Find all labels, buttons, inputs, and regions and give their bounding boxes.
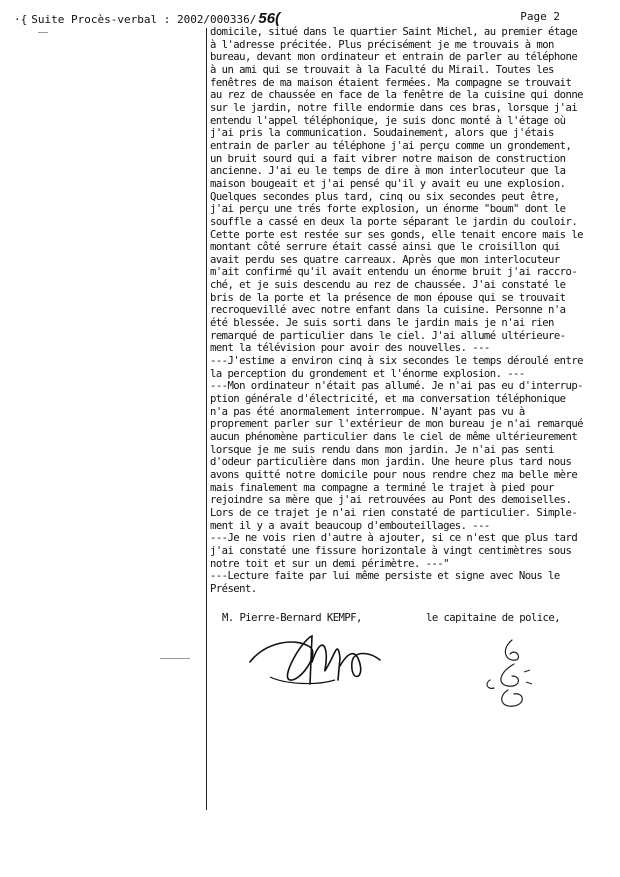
statement-line: j'ai pris la communication. Soudainement, alors que j'étais	[210, 127, 554, 140]
statement-line: au rez de chaussée en face de la fenêtre de la cuisine qui donne	[210, 89, 583, 102]
statement-line: fenêtres de ma maison étaient fermées. Ma compagne se trouvait	[210, 76, 572, 89]
statement-line: m'ait confirmé qu'il avait entendu un énorme bruit j'ai raccro-	[210, 266, 578, 279]
statement-line: Quelques secondes plus tard, cinq ou six secondes peut être,	[210, 190, 560, 203]
statement-line: bris de la porte et la présence de mon épouse qui se trouvait	[210, 291, 566, 304]
statement-line: Présent.	[210, 582, 257, 595]
statement-line: à l'adresse précitée. Plus précisément je me trouvais à mon	[210, 38, 554, 51]
header-title	[14, 10, 280, 27]
statement-line: proprement parler sur l'extérieur de mon bureau je n'ai remarqué	[210, 418, 583, 431]
margin-dash	[160, 658, 190, 659]
statement-line: j'ai constaté une fissure horizontale à vingt centimètres sous	[210, 544, 572, 557]
statement-line: été blessée. Je suis sorti dans le jardin mais je n'ai rien	[210, 317, 554, 330]
statement-line: n'a pas été anormalement interrompue. N'ayant pas vu à	[210, 405, 525, 418]
officer-title: le capitaine de police,	[426, 612, 561, 624]
statement-line: ancienne. J'ai eu le temps de dire à mon interlocuteur que la	[210, 165, 566, 178]
statement-line: ---Mon ordinateur n'était pas allumé. Je n'ai pas eu d'interrup-	[210, 380, 583, 393]
witness-signature	[240, 622, 390, 692]
statement-line: mais finalement ma compagne a terminé le trajet à pied pour	[210, 481, 554, 494]
statement-line: maison bougeait et j'ai pensé qu'il y avait eu une explosion.	[210, 177, 566, 190]
statement-line: rejoindre sa mère que j'ai retrouvées au Pont des demoiselles.	[210, 494, 572, 507]
statement-line: recroquevillé avec notre enfant dans la cuisine. Personne n'a	[210, 304, 566, 317]
statement-line: avons quitté notre domicile pour nous rendre chez ma belle mère	[210, 468, 578, 481]
margin-tick	[38, 32, 48, 39]
statement-line: ---Lecture faite par lui même persiste et signe avec Nous le	[210, 570, 560, 583]
statement-line: ment il y a avait beaucoup d'embouteillages. ---	[210, 519, 490, 532]
statement-line: domicile, situé dans le quartier Saint Michel, au premier étage	[210, 26, 578, 38]
statement-line: à un ami qui se trouvait à la Faculté du Mirail. Toutes les	[210, 63, 554, 76]
statement-line: remarqué de particulier dans le ciel. J'ai allumé ultérieure-	[210, 329, 566, 342]
statement-line: d'odeur particulière dans mon jardin. Une heure plus tard nous	[210, 456, 572, 469]
statement-line: bureau, devant mon ordinateur et entrain de parler au téléphone	[210, 51, 578, 64]
statement-line: sur le jardin, notre fille endormie dans ces bras, lorsque j'ai	[210, 101, 578, 114]
handwritten-file-number: 56(	[258, 10, 281, 27]
statement-body	[210, 26, 610, 596]
margin-mark: ·{	[14, 13, 28, 26]
statement-line: ption générale d'électricité, et ma conversation téléphonique	[210, 393, 566, 406]
header-title-text: Suite Procès-verbal : 2002/000336/	[31, 13, 257, 26]
statement-line: notre toit et sur un demi périmètre. ---"	[210, 557, 449, 570]
statement-line: ---Je ne vois rien d'autre à ajouter, si ce n'est que plus tard	[210, 532, 578, 545]
statement-line: Cette porte est restée sur ses gonds, elle tenait encore mais le	[210, 228, 583, 241]
statement-line: ment la télévision pour avoir des nouvelles. ---	[210, 342, 490, 355]
statement-line: ---J'estime a environ cinq à six secondes le temps déroulé entre	[210, 355, 583, 368]
margin-rule	[206, 28, 207, 810]
officer-signature	[470, 632, 560, 720]
statement-line: la perception du grondement et l'énorme explosion. ---	[210, 367, 525, 380]
statement-line: souffle a cassé en deux la porte séparant le jardin du couloir.	[210, 215, 578, 228]
statement-line: avait perdu ses quatre carreaux. Après que mon interlocuteur	[210, 253, 560, 266]
statement-line: j'ai perçu une trés forte explosion, un énorme "boum" dont le	[210, 203, 566, 216]
statement-line: aucun phénomène particulier dans le ciel de même ultérieurement	[210, 431, 578, 443]
statement-line: Lors de ce trajet je n'ai rien constaté de particulier. Simple-	[210, 506, 578, 519]
statement-line: ché, et je suis descendu au rez de chaussée. J'ai constaté le	[210, 279, 566, 292]
statement-line: un bruit sourd qui a fait vibrer notre maison de construction	[210, 152, 566, 165]
witness-name: M. Pierre-Bernard KEMPF,	[222, 612, 362, 624]
statement-line: entendu l'appel téléphonique, je suis donc monté à l'étage où	[210, 114, 566, 127]
page-number: Page 2	[520, 10, 560, 23]
statement-line: lorsque je me suis rendu dans mon jardin. Je n'ai pas senti	[210, 443, 554, 456]
statement-line: entrain de parler au téléphone j'ai perçu comme un grondement,	[210, 139, 572, 152]
statement-line: montant côté serrure était cassé ainsi que le croisillon qui	[210, 241, 560, 254]
